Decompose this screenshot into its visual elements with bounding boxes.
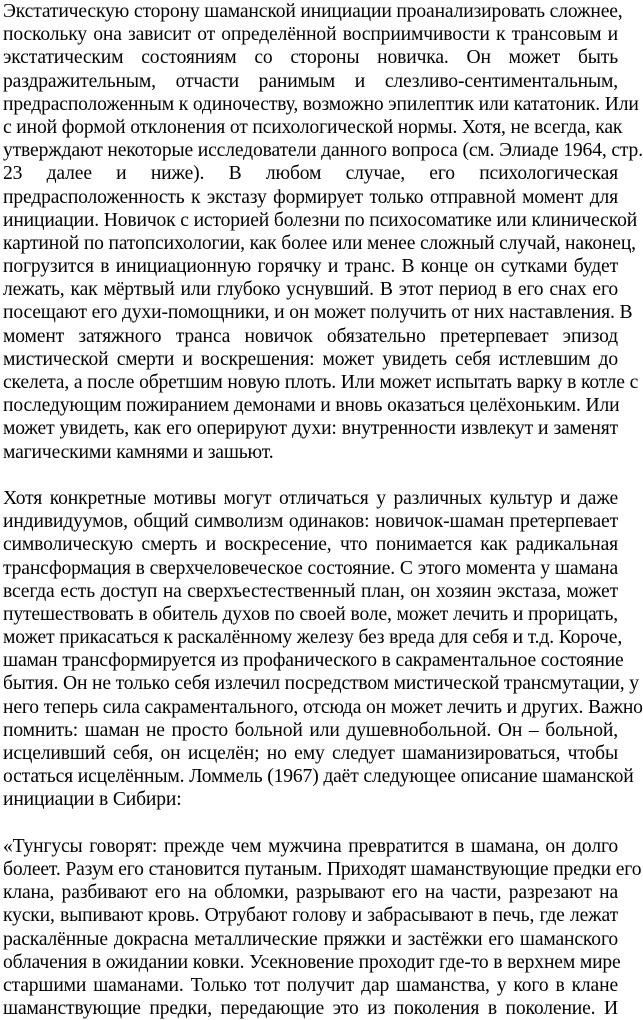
- text-line: может увидеть, как его оперируют духи: внутренности извлекут и заменят: [3, 418, 618, 440]
- text-line: 23 далее и ниже). В любом случае, его психологическая: [3, 163, 618, 185]
- text-line: с иной формой отклонения от психологической нормы. Хотя, не всегда, как: [3, 116, 623, 138]
- text-line: бытия. Он не только себя излечил посредством мистической трансмутации, у: [3, 673, 639, 695]
- text-line: момент затяжного транса новичок обязательно претерпевает эпизод: [3, 325, 618, 347]
- text-line: магическими камнями и зашьют.: [3, 441, 274, 463]
- text-line: индивидуумов, общий символизм одинаков: новичок-шаман претерпевает: [3, 511, 618, 533]
- text-line: посещают его духи-помощники, и он может получить от них наставления. В: [3, 302, 633, 324]
- text-line: Хотя конкретные мотивы могут отличаться у различных культур и даже: [3, 487, 618, 509]
- text-line: экстатическим состояниям со стороны новичка. Он может быть: [3, 47, 618, 69]
- text-line: предрасположенным к одиночеству, возможно эпилептик или кататоник. Или: [3, 93, 639, 115]
- text-line: путешествовать в обитель духов по своей воле, может лечить и прорицать,: [3, 603, 618, 625]
- text-line: инициации. Новичок с историей болезни по психосоматике или клинической: [3, 209, 638, 231]
- text-line: последующим пожиранием демонами и вновь оказаться целёхоньким. Или: [3, 395, 620, 417]
- paragraph-ecstatic-initiation: [3, 0, 643, 464]
- text-line: символическую смерть и воскресение, что понимается как радикальная: [3, 534, 618, 556]
- text-line: инициации в Сибири:: [3, 789, 182, 811]
- text-line: раскалённые докрасна металлические пряжки и застёжки его шаманского: [3, 928, 618, 950]
- text-line: предрасположенность к экстазу формирует только отправной момент для: [3, 186, 618, 208]
- text-line: клана, разбивают его на обломки, разрывают его на части, разрезают на: [3, 882, 618, 904]
- text-line: шаман трансформируется из профанического в сакраментальное состояние: [3, 650, 624, 672]
- text-line: мистической смерти и воскрешения: может увидеть себя истлевшим до: [3, 348, 618, 370]
- text-line: шаманствующие предки, передающие это из поколения в поколение. И: [3, 998, 618, 1020]
- text-line: остаться исцелённым. Ломмель (1967) даёт следующее описание шаманской: [3, 766, 634, 788]
- text-line: скелета, а после обретшим новую плоть. Или может испытать варку в котле с: [3, 372, 639, 393]
- text-line: старшими шаманами. Только тот получит дар шаманства, у кого в клане: [3, 974, 618, 996]
- text-line: поскольку она зависит от определённой восприимчивости к трансовым и: [3, 24, 618, 46]
- text-line: утверждают некоторые исследователи данного вопроса (см. Элиаде 1964, стр.: [3, 140, 643, 162]
- paragraph-gap: [3, 464, 618, 487]
- text-line: куски, выпивают кровь. Отрубают голову и забрасывают в печь, где лежат: [3, 905, 618, 927]
- paragraph-tungus-quote: [3, 835, 642, 1020]
- text-line: картиной по патопсихологии, как более или менее сложный случай, наконец,: [3, 232, 636, 254]
- text-line: «Тунгусы говорят: прежде чем мужчина превратится в шамана, он долго: [3, 835, 618, 857]
- text-line: него теперь сила сакраментального, отсюда он может лечить и других. Важно: [3, 696, 643, 718]
- paragraph-gap: [3, 812, 618, 835]
- paragraph-symbolism: [3, 487, 643, 812]
- text-line: лежать, как мёртвый или глубоко уснувший. В этот период в его снах его: [3, 279, 618, 301]
- text-line: всегда есть доступ на сверхъестественный план, он хозяин экстаза, может: [3, 580, 618, 602]
- text-line: трансформация в сверхчеловеческое состояние. С этого момента у шамана: [3, 557, 618, 579]
- text-line: болеет. Разум его становится путаным. Приходят шаманствующие предки его: [3, 858, 642, 880]
- text-line: раздражительным, отчасти ранимым и слезливо-сентиментальным,: [3, 70, 618, 92]
- text-line: облачения в ожидании ковки. Усекновение проходит где-то в верхнем мире: [3, 951, 621, 973]
- text-line: погрузится в инициационную горячку и транс. В конце он сутками будет: [3, 256, 618, 278]
- text-line: Экстатическую сторону шаманской инициации проанализировать сложнее,: [3, 1, 623, 22]
- text-line: может прикасаться к раскалённому железу без вреда для себя и т.д. Короче,: [3, 627, 623, 649]
- text-line: исцеливший себя, он исцелён; но ему следует шаманизироваться, чтобы: [3, 743, 618, 764]
- text-line: помнить: шаман не просто больной или душевнобольной. Он – больной,: [3, 719, 618, 741]
